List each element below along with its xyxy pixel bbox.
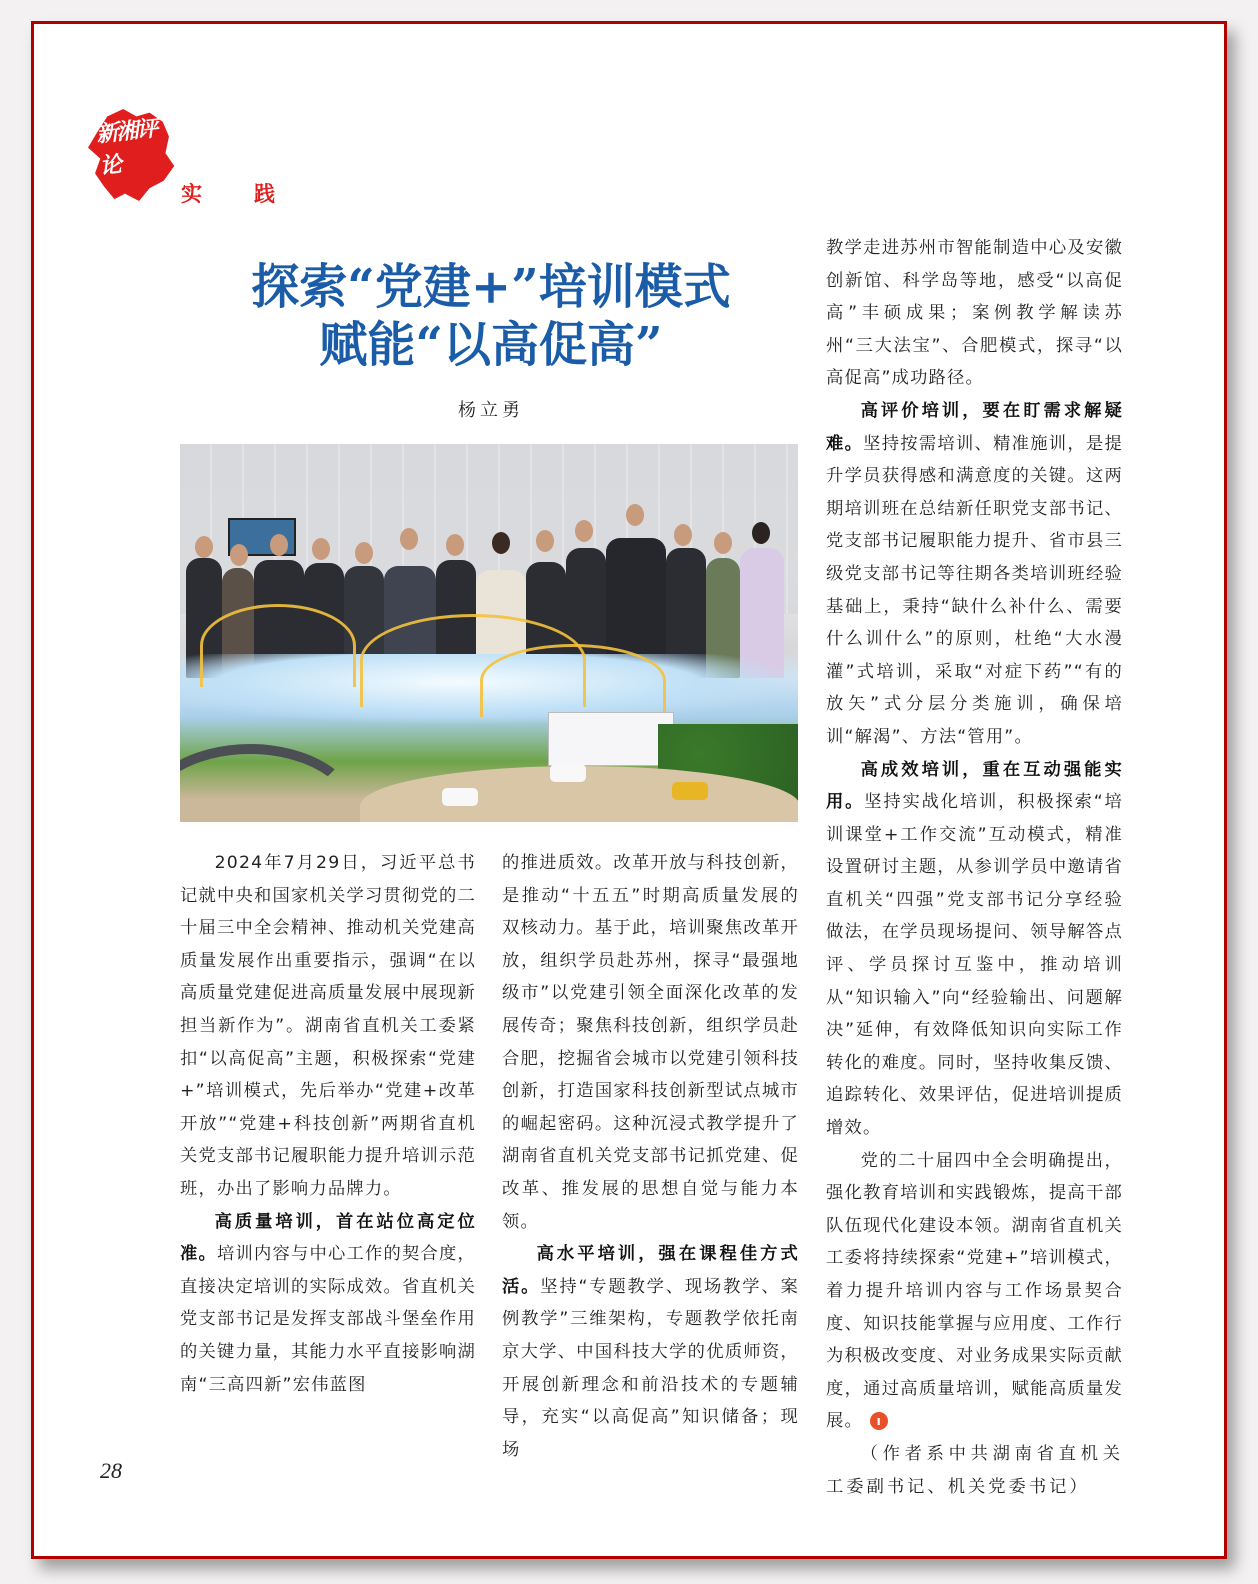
title-line-1: 探索“党建+”培训模式	[251, 259, 731, 315]
article-column-2	[502, 847, 799, 1466]
paragraph: 高水平培训，强在课程佳方式活。坚持“专题教学、现场教学、案例教学”三维架构，专题教学依托南京大学、中国科技大学的优质师资，开展创新理念和前沿技术的专题辅导，充实“以高促高”知识储备；现场	[502, 1244, 799, 1460]
photo-model-car	[672, 782, 708, 800]
article-column-3	[826, 232, 1123, 1503]
section-label-char-2: 践	[254, 182, 275, 206]
article-title	[180, 258, 802, 374]
paragraph: 的推进质效。改革开放与科技创新，是推动“十五五”时期高质量发展的双核动力。基于此，培训聚焦改革开放，组织学员赴苏州，探寻“最强地级市”以党建引领全面深化改革的发展传奇；聚焦科技创新，组织学员赴合肥，挖掘省会城市以党建引领科技创新，打造国家科技创新型试点城市的崛起密码。这种沉浸式教学提升了湖南省直机关党支部书记抓党建、促改革、推发展的思想自觉与能力本领。	[502, 853, 799, 1232]
photo-road	[180, 744, 360, 822]
paragraph: 党的二十届四中全会明确提出，强化教育培训和实践锻炼，提高干部队伍现代化建设本领。湖南省直机关工委将持续探索“党建+”培训模式，着力提升培训内容与工作场景契合度、知识技能掌握与应用度、工作行为积极改变度、对业务成果实际贡献度，通过高质量培训，赋能高质量发展。 ı	[826, 1150, 1123, 1432]
subheading: 高成效培训，重在互动强能实用。	[826, 759, 1123, 813]
photo-model-car	[550, 764, 586, 782]
title-line-2: 赋能“以高促高”	[319, 317, 663, 373]
author-bio: （作者系中共湖南省直机关工委副书记、机关党委书记）	[826, 1443, 1123, 1497]
author-byline: 杨立勇	[458, 400, 524, 421]
paragraph: 高评价培训，要在盯需求解疑难。坚持按需培训、精准施训，是提升学员获得感和满意度的关键。这两期培训班在总结新任职党支部书记、党支部书记履职能力提升、省市县三级党支部书记等往期各类培训班经验基础上，秉持“缺什么补什么、需要什么训什么”的原则，杜绝“大水漫灌”式培训，采取“对症下药”“有的放矢”式分层分类施训，确保培训“解渴”、方法“管用”。	[826, 400, 1123, 747]
article-column-1	[180, 847, 476, 1401]
article-end-mark-icon: ı	[870, 1412, 888, 1430]
paragraph: 教学走进苏州市智能制造中心及安徽创新馆、科学岛等地，感受“以高促高”丰硕成果；案例教学解读苏州“三大法宝”、合肥模式，探寻“以高促高”成功路径。	[826, 238, 1123, 389]
photo-light-arc	[200, 604, 356, 687]
section-label	[181, 178, 275, 208]
photo-model-car	[442, 788, 478, 806]
paragraph: 高成效培训，重在互动强能实用。坚持实战化培训，积极探索“培训课堂+工作交流”互动模式，精准设置研讨主题，从参训学员中邀请省直机关“四强”党支部书记分享经验做法，在学员现场提问、领导解答点评、学员探讨互鉴中，推动培训从“知识输入”向“经验输出、问题解决”延伸，有效降低知识向实际工作转化的难度。同时，坚持收集反馈、追踪转化、效果评估，促进培训提质增效。	[826, 759, 1123, 1139]
page-number: 28	[100, 1458, 122, 1483]
subheading: 高质量培训，首在站位高定位准。	[180, 1211, 476, 1265]
paragraph: 高质量培训，首在站位高定位准。培训内容与中心工作的契合度，直接决定培训的实际成效。省直机关党支部书记是发挥支部战斗堡垒作用的关键力量，其能力水平直接影响湖南“三高四新”宏伟蓝图	[180, 1211, 476, 1395]
photo-light-arc	[480, 644, 666, 717]
section-label-char-1: 实	[181, 182, 202, 206]
subheading: 高水平培训，强在课程佳方式活。	[502, 1244, 799, 1297]
subheading: 高评价培训，要在盯需求解疑难。	[826, 400, 1123, 454]
paragraph: 2024年7月29日，习近平总书记就中央和国家机关学习贯彻党的二十届三中全会精神、推动机关党建高质量发展作出重要指示，强调“在以高质量党建促进高质量发展中展现新担当新作为”。湖南省直机关工委紧扣“以高促高”主题，积极探索“党建+”培训模式，先后举办“党建+改革开放”“党建+科技创新”两期省直机关党支部书记履职能力提升培训示范班，办出了影响力品牌力。	[180, 853, 476, 1199]
article-photo	[180, 444, 798, 822]
photo-model-building	[548, 712, 674, 766]
logo-text: 新湘评论	[95, 115, 158, 180]
magazine-logo	[88, 105, 183, 205]
